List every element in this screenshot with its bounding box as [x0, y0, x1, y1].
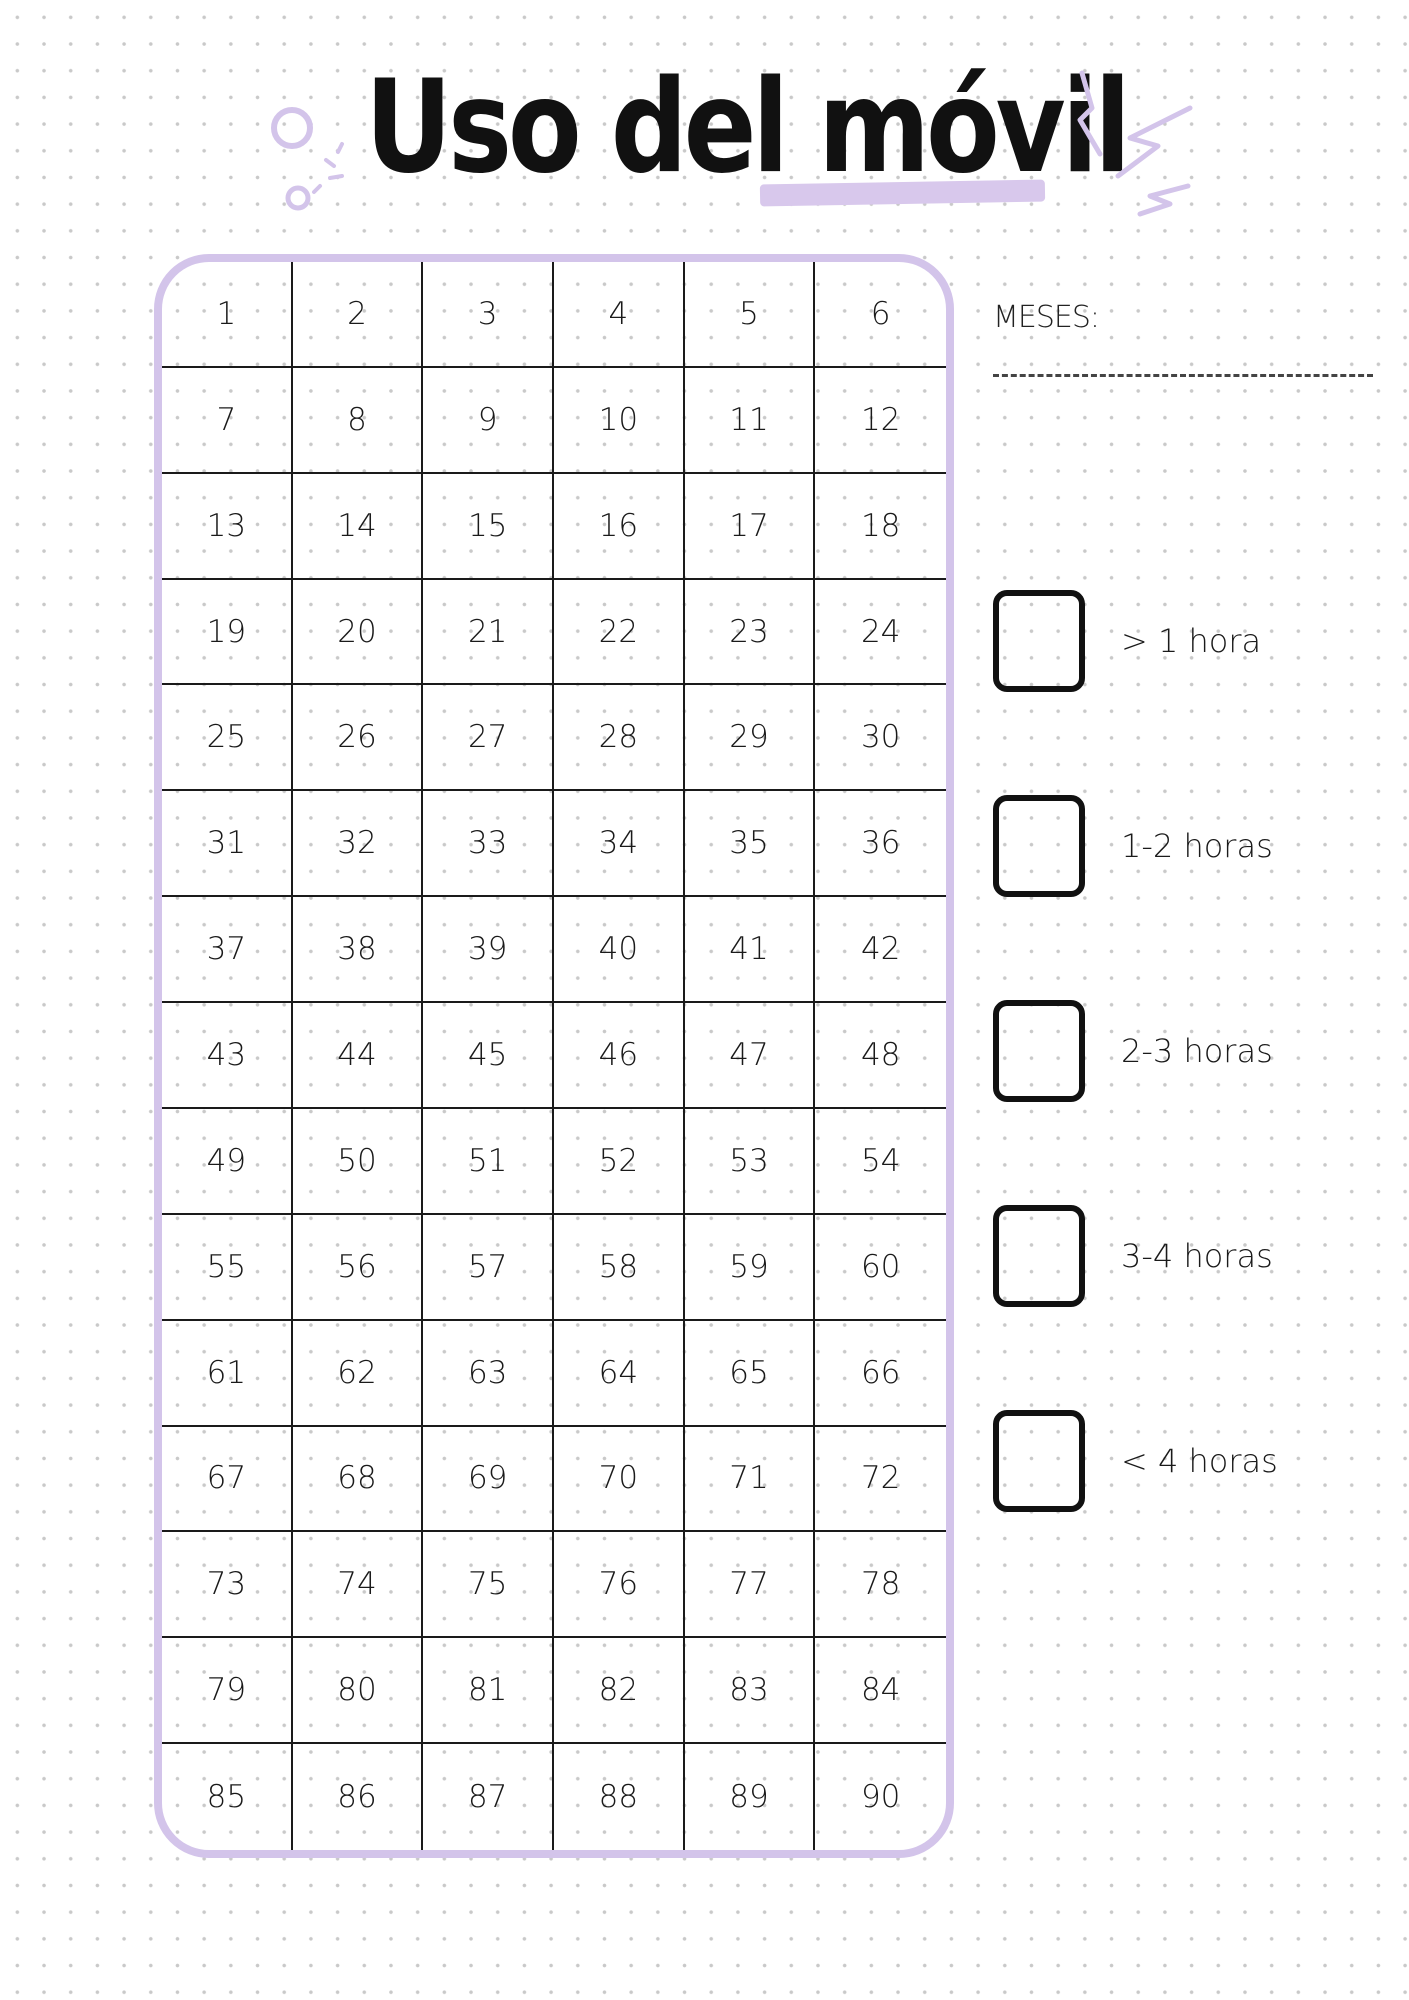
legend-item [993, 1000, 1373, 1108]
day-cell[interactable]: 24 [815, 580, 946, 686]
day-cell[interactable]: 18 [815, 474, 946, 580]
day-cell[interactable]: 88 [554, 1744, 685, 1850]
day-cell[interactable]: 46 [554, 1003, 685, 1109]
days-tracker [154, 254, 954, 1858]
day-cell[interactable]: 78 [815, 1532, 946, 1638]
day-cell[interactable]: 85 [162, 1744, 293, 1850]
day-cell[interactable]: 75 [423, 1532, 554, 1638]
day-cell[interactable]: 39 [423, 897, 554, 1003]
legend-label: > 1 hora [1121, 622, 1262, 660]
day-cell[interactable]: 35 [685, 791, 816, 897]
day-cell[interactable]: 26 [293, 685, 424, 791]
day-cell[interactable]: 32 [293, 791, 424, 897]
day-cell[interactable]: 19 [162, 580, 293, 686]
day-cell[interactable]: 4 [554, 262, 685, 368]
legend-item [993, 590, 1373, 698]
lightning-doodle-icon [1070, 68, 1200, 218]
circles-doodle-icon [268, 102, 358, 212]
title-area [0, 50, 1409, 220]
day-cell[interactable]: 50 [293, 1109, 424, 1215]
day-cell[interactable]: 3 [423, 262, 554, 368]
day-cell[interactable]: 45 [423, 1003, 554, 1109]
day-cell[interactable]: 76 [554, 1532, 685, 1638]
days-grid [162, 262, 946, 1850]
day-cell[interactable]: 70 [554, 1427, 685, 1533]
day-cell[interactable]: 69 [423, 1427, 554, 1533]
day-cell[interactable]: 31 [162, 791, 293, 897]
day-cell[interactable]: 1 [162, 262, 293, 368]
day-cell[interactable]: 41 [685, 897, 816, 1003]
day-cell[interactable]: 43 [162, 1003, 293, 1109]
legend-color-box[interactable] [993, 590, 1085, 692]
day-cell[interactable]: 29 [685, 685, 816, 791]
day-cell[interactable]: 79 [162, 1638, 293, 1744]
day-cell[interactable]: 53 [685, 1109, 816, 1215]
day-cell[interactable]: 71 [685, 1427, 816, 1533]
day-cell[interactable]: 51 [423, 1109, 554, 1215]
day-cell[interactable]: 30 [815, 685, 946, 791]
legend-label: 1-2 horas [1121, 827, 1273, 865]
months-label: MESES: [993, 300, 1099, 335]
page-title: Uso del móvil [365, 53, 1127, 202]
day-cell[interactable]: 15 [423, 474, 554, 580]
day-cell[interactable]: 42 [815, 897, 946, 1003]
day-cell[interactable]: 2 [293, 262, 424, 368]
day-cell[interactable]: 63 [423, 1321, 554, 1427]
day-cell[interactable]: 12 [815, 368, 946, 474]
legend-label: 3-4 horas [1121, 1237, 1273, 1275]
day-cell[interactable]: 82 [554, 1638, 685, 1744]
day-cell[interactable]: 58 [554, 1215, 685, 1321]
day-cell[interactable]: 7 [162, 368, 293, 474]
day-cell[interactable]: 74 [293, 1532, 424, 1638]
day-cell[interactable]: 62 [293, 1321, 424, 1427]
day-cell[interactable]: 65 [685, 1321, 816, 1427]
legend-label: < 4 horas [1121, 1442, 1278, 1480]
day-cell[interactable]: 27 [423, 685, 554, 791]
day-cell[interactable]: 84 [815, 1638, 946, 1744]
day-cell[interactable]: 11 [685, 368, 816, 474]
day-cell[interactable]: 5 [685, 262, 816, 368]
day-cell[interactable]: 56 [293, 1215, 424, 1321]
day-cell[interactable]: 28 [554, 685, 685, 791]
day-cell[interactable]: 49 [162, 1109, 293, 1215]
day-cell[interactable]: 54 [815, 1109, 946, 1215]
legend-color-box[interactable] [993, 1410, 1085, 1512]
day-cell[interactable]: 9 [423, 368, 554, 474]
day-cell[interactable]: 10 [554, 368, 685, 474]
day-cell[interactable]: 90 [860, 1779, 901, 1816]
day-cell[interactable]: 47 [685, 1003, 816, 1109]
legend-label: 2-3 horas [1121, 1032, 1273, 1070]
legend-color-box[interactable] [993, 795, 1085, 897]
day-cell[interactable]: 37 [162, 897, 293, 1003]
day-cell[interactable]: 61 [162, 1321, 293, 1427]
day-cell[interactable]: 73 [162, 1532, 293, 1638]
day-cell[interactable]: 64 [554, 1321, 685, 1427]
day-cell[interactable]: 17 [685, 474, 816, 580]
day-cell[interactable]: 89 [685, 1744, 816, 1850]
day-cell[interactable]: 36 [815, 791, 946, 897]
day-cell[interactable]: 16 [554, 474, 685, 580]
day-cell[interactable]: 57 [423, 1215, 554, 1321]
day-cell[interactable]: 86 [293, 1744, 424, 1850]
months-write-line[interactable] [993, 374, 1373, 377]
day-cell[interactable]: 8 [293, 368, 424, 474]
day-cell[interactable]: 83 [685, 1638, 816, 1744]
day-cell[interactable]: 38 [293, 897, 424, 1003]
day-cell[interactable]: 66 [815, 1321, 946, 1427]
day-cell[interactable]: 21 [423, 580, 554, 686]
day-cell[interactable]: 34 [554, 791, 685, 897]
day-cell[interactable]: 13 [162, 474, 293, 580]
day-cell[interactable]: 87 [423, 1744, 554, 1850]
day-cell[interactable]: 81 [423, 1638, 554, 1744]
day-cell[interactable]: 52 [554, 1109, 685, 1215]
day-cell[interactable]: 72 [815, 1427, 946, 1533]
day-cell[interactable]: 55 [162, 1215, 293, 1321]
legend-item [993, 1410, 1373, 1518]
day-cell[interactable]: 60 [815, 1215, 946, 1321]
day-cell[interactable]: 6 [815, 262, 946, 368]
day-cell[interactable]: 44 [293, 1003, 424, 1109]
legend-color-box[interactable] [993, 1000, 1085, 1102]
day-cell[interactable]: 14 [293, 474, 424, 580]
day-cell[interactable]: 67 [162, 1427, 293, 1533]
day-cell[interactable]: 80 [293, 1638, 424, 1744]
day-cell[interactable]: 20 [293, 580, 424, 686]
day-cell[interactable]: 22 [554, 580, 685, 686]
day-cell[interactable]: 68 [293, 1427, 424, 1533]
day-cell[interactable]: 33 [423, 791, 554, 897]
day-cell[interactable]: 77 [685, 1532, 816, 1638]
day-cell[interactable]: 23 [685, 580, 816, 686]
day-cell[interactable]: 40 [554, 897, 685, 1003]
legend-item [993, 1205, 1373, 1313]
day-cell[interactable]: 25 [162, 685, 293, 791]
legend-color-box[interactable] [993, 1205, 1085, 1307]
legend-item [993, 795, 1373, 903]
day-cell[interactable]: 59 [685, 1215, 816, 1321]
day-cell[interactable]: 48 [815, 1003, 946, 1109]
